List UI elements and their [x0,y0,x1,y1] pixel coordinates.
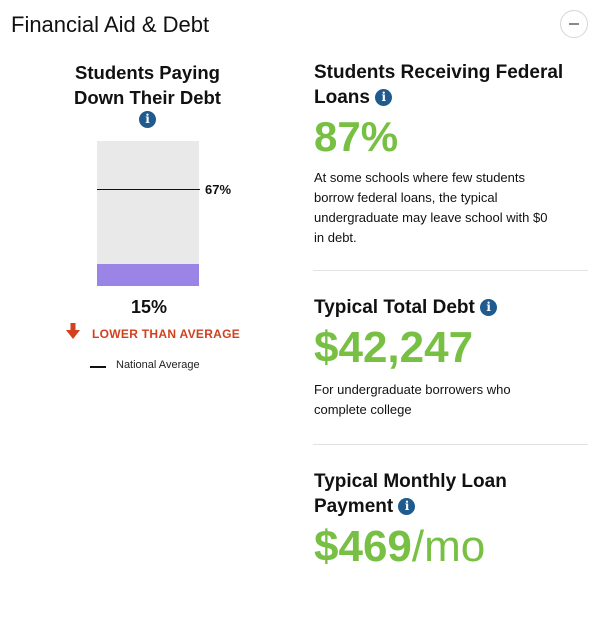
paying-down-heading-line2: Down Their Debt [74,87,221,108]
monthly-payment-heading-line1: Typical Monthly Loan [314,471,507,492]
total-debt-value: $42,247 [314,323,474,372]
info-icon[interactable]: i [480,299,497,316]
collapse-button[interactable] [560,10,588,38]
paying-down-heading [40,60,255,110]
description-line: For undergraduate borrowers who [314,382,511,397]
federal-loans-heading-line2-row [314,85,563,110]
minus-icon [569,23,579,25]
description-line: undergraduate may leave school with $0 [314,210,548,225]
federal-loans-description [314,168,547,248]
description-line: borrow federal loans, the typical [314,190,498,205]
total-debt-heading-row [314,295,497,320]
national-average-value: 67% [205,181,232,197]
debt-repayment-bar-chart [97,141,199,286]
comparison-label: LOWER THAN AVERAGE [92,327,241,341]
repayment-bar-fill [97,264,199,286]
federal-loans-heading-line1: Students Receiving Federal [314,62,564,83]
info-icon[interactable]: i [398,498,415,515]
total-debt-description [314,380,511,420]
paying-down-heading-line1: Students Paying [75,62,220,83]
info-icon[interactable]: i [139,111,156,128]
description-line: complete college [314,402,412,417]
legend-label: National Average [116,359,200,371]
monthly-payment-value-row [314,522,485,572]
down-arrow-icon [66,323,80,339]
info-icon[interactable]: i [375,89,392,106]
federal-loans-heading-line2: Loans [314,87,370,108]
federal-loans-value: 87% [314,113,399,160]
monthly-payment-heading [314,469,507,519]
section-divider [313,270,588,271]
national-average-line [97,189,200,191]
section-divider [313,444,588,445]
monthly-payment-value: $469 [314,522,412,571]
total-debt-heading: Typical Total Debt [314,297,475,318]
monthly-payment-heading-line2: Payment [314,496,394,517]
legend-line-swatch [90,366,106,368]
federal-loans-heading [314,60,563,110]
monthly-payment-unit: /mo [411,522,486,571]
description-line: in debt. [314,230,357,245]
repayment-percentage: 15% [131,297,168,317]
monthly-payment-heading-line2-row [314,494,507,519]
description-line: At some schools where few students [314,170,525,185]
section-title: Financial Aid & Debt [11,12,210,37]
